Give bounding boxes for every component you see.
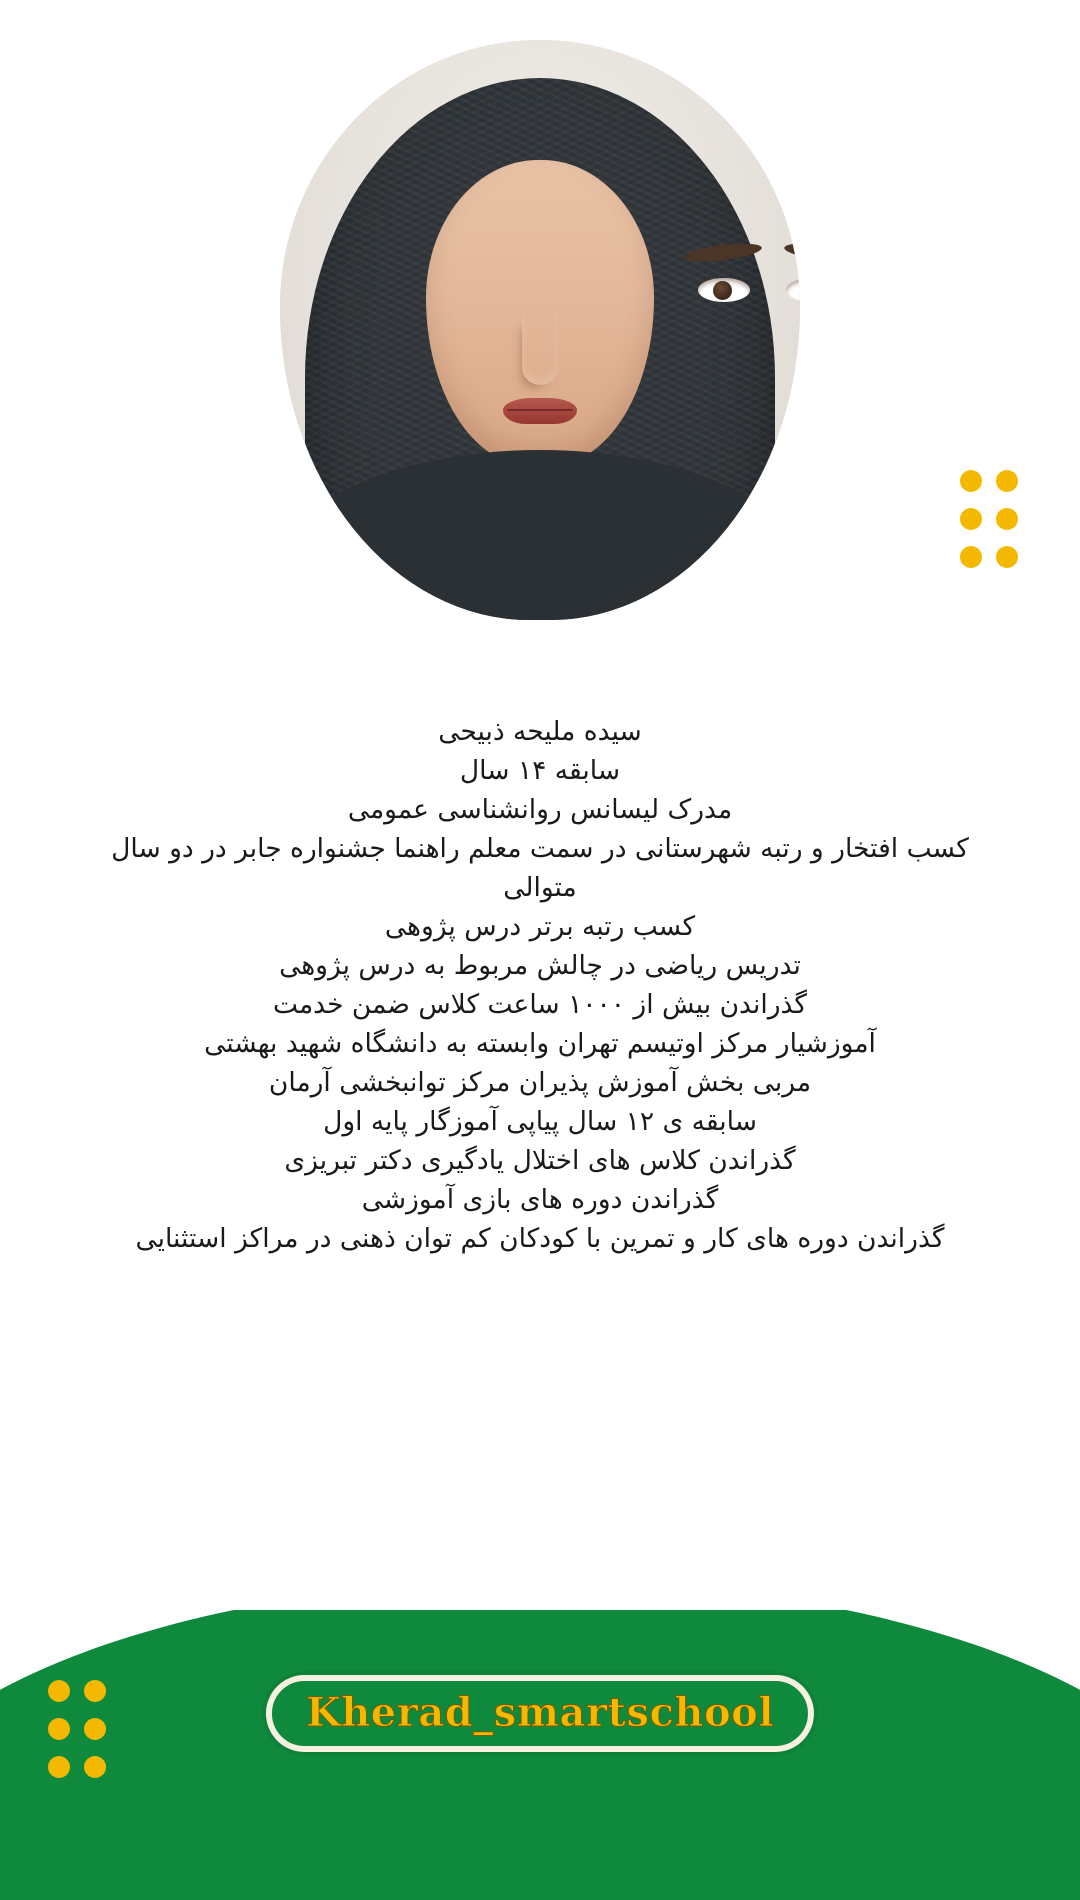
- portrait-container: [0, 40, 1080, 660]
- eye-left-shape: [698, 278, 750, 302]
- dot: [48, 1756, 70, 1778]
- dot: [996, 546, 1018, 568]
- dot: [84, 1756, 106, 1778]
- footer: [0, 1610, 1080, 1900]
- brand-label: Kherad_smartschool: [305, 1689, 775, 1736]
- bio-line-rehab: مربی بخش آموزش پذیران مرکز توانبخشی آرمان: [268, 1067, 812, 1098]
- lips-shape: [503, 398, 577, 424]
- bio-line-games: گذراندن دوره های بازی آموزشی: [361, 1184, 719, 1215]
- dot: [48, 1718, 70, 1740]
- dot-grid-icon-bottom-left: [48, 1680, 106, 1778]
- nose-shape: [522, 315, 558, 385]
- bio-line-special: گذراندن دوره های کار و تمرین با کودکان کم توان ذهنی در مراکز استثنایی: [135, 1223, 945, 1254]
- bio-line-learning: گذراندن کلاس های اختلال یادگیری دکتر تبریزی: [284, 1145, 796, 1176]
- bio-line-rank: کسب رتبه برتر درس پژوهی: [384, 911, 696, 942]
- dot: [84, 1718, 106, 1740]
- dot: [960, 470, 982, 492]
- dot: [960, 508, 982, 530]
- bio-line-experience: سابقه ۱۴ سال: [459, 755, 621, 786]
- dot-grid-icon-right: [960, 470, 1018, 568]
- dot: [996, 508, 1018, 530]
- brand-badge[interactable]: [266, 1675, 814, 1752]
- dot: [996, 470, 1018, 492]
- bio-line-name: سیده ملیحه ذبیحی: [438, 716, 642, 747]
- portrait-photo: [280, 40, 800, 620]
- teacher-bio: [0, 712, 1080, 1258]
- bio-line-math: تدریس ریاضی در چالش مربوط به درس پژوهی: [279, 950, 801, 981]
- dot: [84, 1680, 106, 1702]
- dot: [48, 1680, 70, 1702]
- bio-line-autism: آموزشیار مرکز اوتیسم تهران وابسته به دانشگاه شهید بهشتی: [204, 1028, 876, 1059]
- bio-line-hours: گذراندن بیش از ۱۰۰۰ ساعت کلاس ضمن خدمت: [272, 989, 808, 1020]
- dot: [960, 546, 982, 568]
- bio-line-firstgrade: سابقه ی ۱۲ سال پیاپی آموزگار پایه اول: [323, 1106, 757, 1137]
- footer-arc-shape: [0, 1610, 1080, 1900]
- bio-line-award: کسب افتخار و رتبه شهرستانی در سمت معلم راهنما جشنواره جابر در دو سال متوالی: [111, 833, 969, 903]
- bio-line-degree: مدرک لیسانس روانشناسی عمومی: [347, 794, 733, 825]
